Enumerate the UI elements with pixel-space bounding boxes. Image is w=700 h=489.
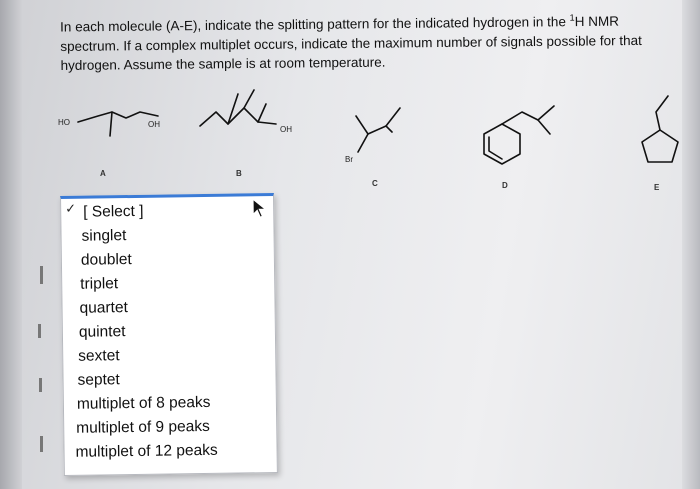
hidden-control-mark xyxy=(39,378,42,392)
molecule-a-label-oh: OH xyxy=(148,120,160,129)
hidden-control-mark xyxy=(40,436,43,452)
option-singlet[interactable]: singlet xyxy=(81,227,127,245)
question-line-1-end: H NMR xyxy=(574,13,619,30)
selected-check-icon: ✓ xyxy=(65,200,77,216)
option-select[interactable]: [ Select ] xyxy=(83,202,144,221)
molecule-e-letter: E xyxy=(654,183,660,192)
molecule-d-letter: D xyxy=(502,181,508,190)
structures-svg xyxy=(40,82,700,194)
option-quintet[interactable]: quintet xyxy=(78,323,126,341)
question-line-1-text: In each molecule (A-E), indicate the splitting pattern for the indicated hydrogen in the xyxy=(60,14,570,35)
molecule-b xyxy=(200,90,292,178)
hidden-control-mark xyxy=(40,266,43,284)
question-line-2: spectrum. If a complex multiplet occurs, indicate the maximum number of signals possible for that xyxy=(60,32,642,54)
molecule-e xyxy=(642,96,678,192)
option-doublet[interactable]: doublet xyxy=(80,251,132,269)
option-multiplet-9[interactable]: multiplet of 9 peaks xyxy=(76,417,210,437)
option-septet[interactable]: septet xyxy=(77,371,120,389)
partially-hidden-controls xyxy=(36,260,46,460)
option-multiplet-12[interactable]: multiplet of 12 peaks xyxy=(75,441,218,461)
molecule-structures xyxy=(40,82,700,194)
option-quartet[interactable]: quartet xyxy=(79,299,128,317)
molecule-d xyxy=(484,106,554,190)
molecule-a-label-ho: HO xyxy=(58,118,70,127)
molecule-c xyxy=(345,108,400,188)
molecule-c-label-br: Br xyxy=(345,155,353,164)
molecule-a-letter: A xyxy=(100,169,106,178)
splitting-pattern-dropdown[interactable] xyxy=(60,193,278,476)
question-line-3: hydrogen. Assume the sample is at room temperature. xyxy=(60,54,386,73)
monitor-bezel-right xyxy=(682,0,700,489)
mouse-pointer-icon xyxy=(251,198,267,218)
nmr-superscript: 1 xyxy=(569,12,575,23)
molecule-a xyxy=(58,112,160,178)
monitor-bezel-left xyxy=(0,0,22,489)
molecule-c-letter: C xyxy=(372,179,378,188)
option-multiplet-8[interactable]: multiplet of 8 peaks xyxy=(76,393,211,413)
hidden-control-mark xyxy=(38,324,41,338)
question-text xyxy=(60,8,681,75)
option-triplet[interactable]: triplet xyxy=(80,275,119,293)
molecule-b-label-oh: OH xyxy=(280,125,292,134)
molecule-b-letter: B xyxy=(236,169,242,178)
option-sextet[interactable]: sextet xyxy=(78,347,120,365)
